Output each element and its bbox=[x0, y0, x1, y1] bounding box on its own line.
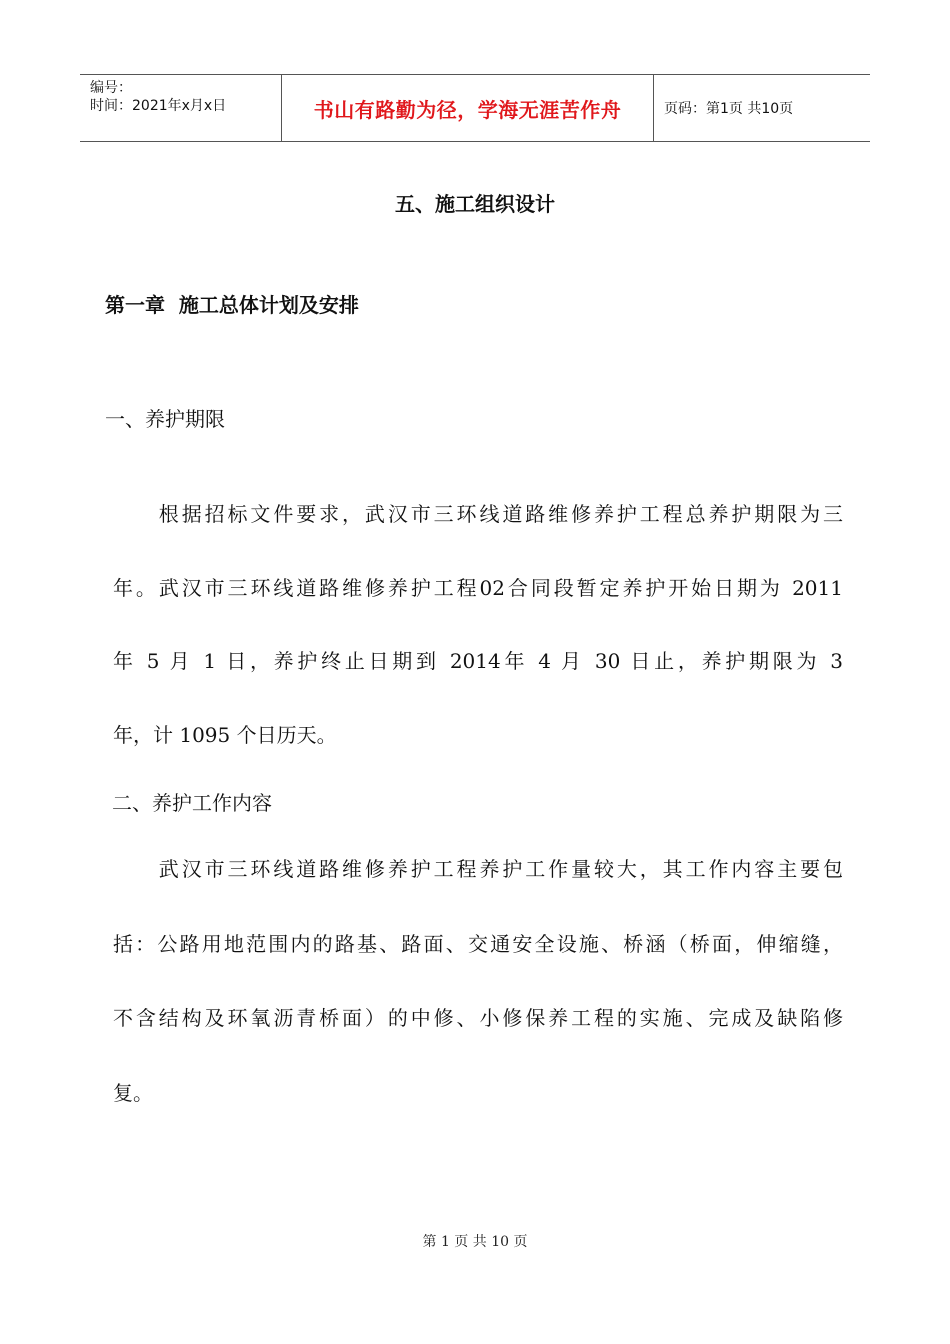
chapter-heading: 第一章 施工总体计划及安排 bbox=[105, 293, 359, 317]
paragraph-line: 复。 bbox=[113, 1080, 153, 1105]
document-number-label: 编号： bbox=[90, 80, 132, 96]
paragraph-line: 括：公路用地范围内的路基、路面、交通安全设施、桥涵（桥面，伸缩缝， bbox=[113, 931, 843, 956]
paragraph-line: 根据招标文件要求，武汉市三环线道路维修养护工程总养护期限为三 bbox=[113, 502, 843, 526]
paragraph-line: 不含结构及环氧沥青桥面）的中修、小修保养工程的实施、完成及缺陷修 bbox=[113, 1006, 843, 1030]
section-heading-content: 二、养护工作内容 bbox=[112, 791, 272, 815]
header-meta-cell bbox=[80, 75, 282, 141]
header-page-label: 页码：第1页 共10页 bbox=[664, 101, 794, 117]
paragraph-content bbox=[113, 832, 843, 1130]
paragraph-line: 年，计 1095 个日历天。 bbox=[113, 722, 337, 747]
document-title: 五、施工组织设计 bbox=[395, 192, 555, 216]
section-heading-term: 一、养护期限 bbox=[105, 407, 225, 431]
document-time-label: 时间：2021年x月x日 bbox=[90, 98, 227, 114]
header-table bbox=[80, 74, 870, 142]
paragraph-line: 年。武汉市三环线道路维修养护工程02合同段暂定养护开始日期为 2011 bbox=[113, 575, 843, 600]
page-footer: 第 1 页 共 10 页 bbox=[422, 1234, 528, 1250]
paragraph-line: 年 5 月 1 日，养护终止日期到 2014年 4 月 30 日止，养护期限为 3 bbox=[113, 649, 843, 673]
header-motto: 书山有路勤为径，学海无涯苦作舟 bbox=[282, 75, 654, 141]
paragraph-line: 武汉市三环线道路维修养护工程养护工作量较大，其工作内容主要包 bbox=[113, 857, 843, 881]
paragraph-term bbox=[113, 478, 843, 772]
